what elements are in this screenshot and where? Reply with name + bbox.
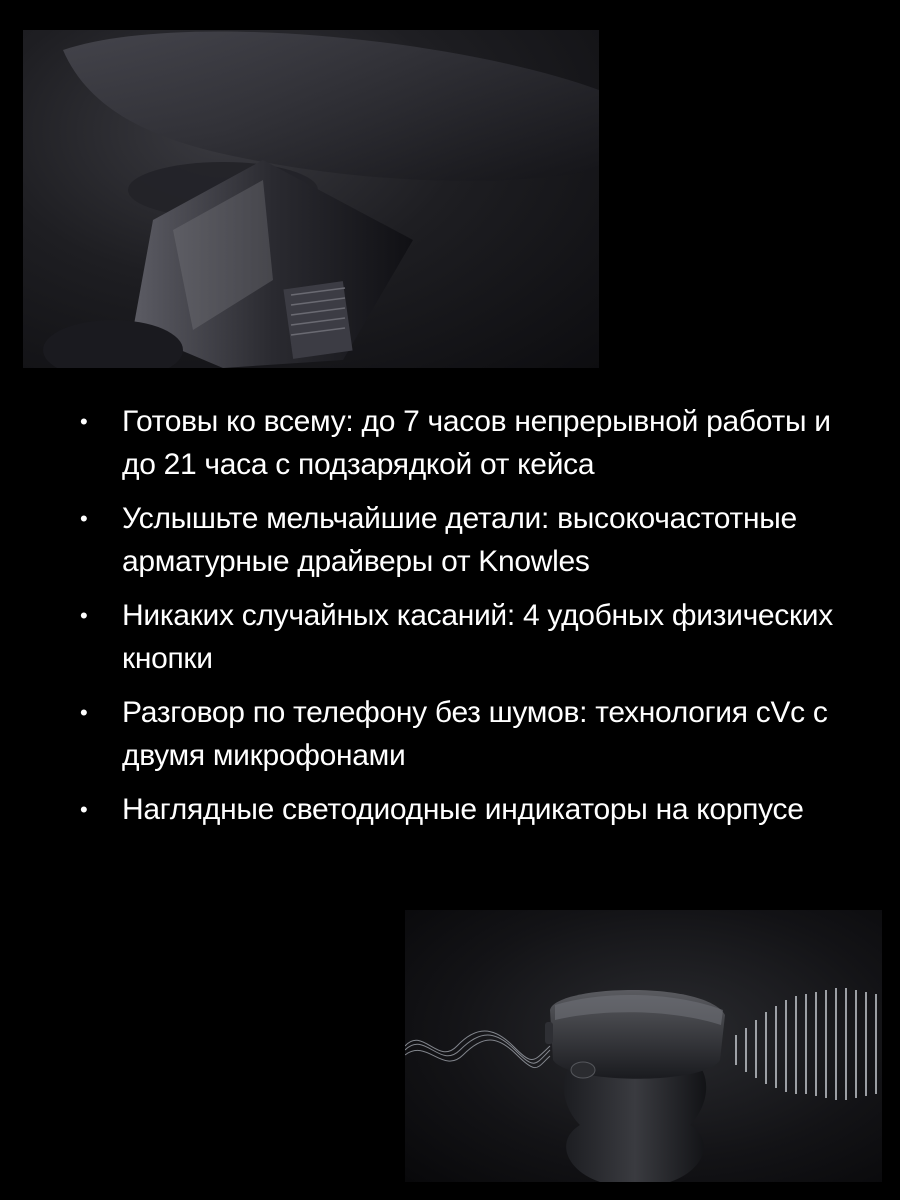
earbud-top-photo xyxy=(23,30,599,368)
feature-item-buttons xyxy=(80,594,840,680)
bullet-icon: • xyxy=(80,603,88,628)
feature-text: Никаких случайных касаний: 4 удобных физических кнопки xyxy=(122,599,833,675)
feature-item-microphones xyxy=(80,691,840,777)
bullet-icon: • xyxy=(80,506,88,531)
earbud-top-illustration xyxy=(23,30,599,368)
feature-text: Разговор по телефону без шумов: технология cVc с двумя микрофонами xyxy=(122,696,828,772)
feature-item-drivers xyxy=(80,497,840,583)
earbud-shell xyxy=(63,31,599,180)
bullet-icon: • xyxy=(80,409,88,434)
feature-text: Готовы ко всему: до 7 часов непрерывной работы и до 21 часа с подзарядкой от кейса xyxy=(122,405,831,481)
bullet-icon: • xyxy=(80,700,88,725)
sound-wave-left xyxy=(405,1031,550,1068)
feature-text: Услышьте мельчайшие детали: высокочастотные арматурные драйверы от Knowles xyxy=(122,502,797,578)
earbud-bottom-photo xyxy=(405,910,882,1182)
feature-item-battery xyxy=(80,400,840,486)
feature-item-led xyxy=(80,788,840,831)
bullet-icon: • xyxy=(80,797,88,822)
earbud-bottom-illustration xyxy=(405,910,882,1182)
feature-list xyxy=(80,400,840,842)
sound-wave-right xyxy=(735,988,877,1100)
earbud-button xyxy=(571,1062,595,1078)
feature-text: Наглядные светодиодные индикаторы на корпусе xyxy=(122,793,804,826)
